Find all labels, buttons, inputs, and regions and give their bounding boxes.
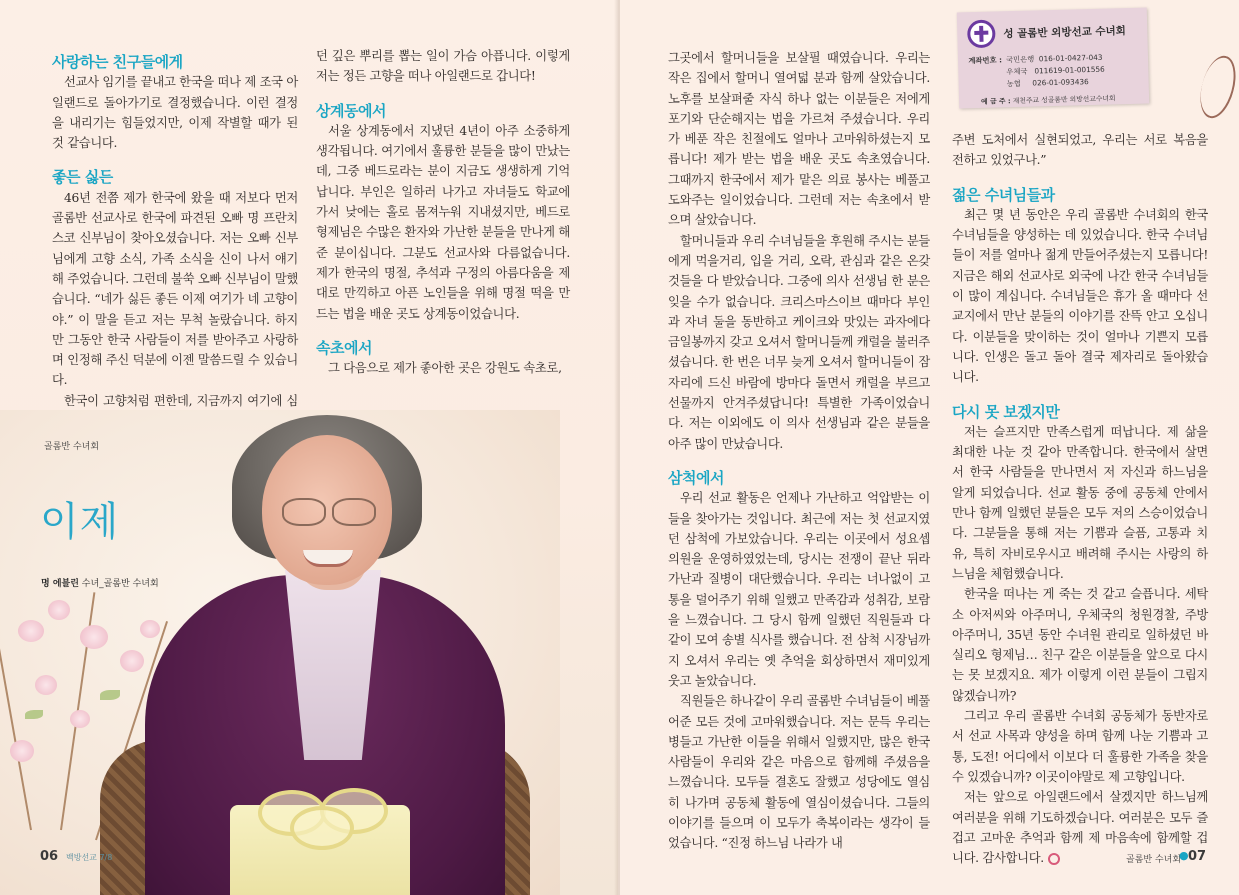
page-number: 07	[1188, 849, 1207, 864]
paragraph: 46년 전쯤 제가 한국에 왔을 때 저보다 먼저 골롬반 선교사로 한국에 파견된 오빠 명 프란치스코 신부님이 찾아오셨습니다. 저는 오빠 신부님에게 고향 소식, 가족 소식을 신이 나서 얘기해 주었습니다. 그런데 불쑥 오빠 신부님이 말했습니다. “네가 싫든 좋든 이제 여기가 네 고향이야.” 이 말을 듣고 저는 무척 놀랐습니다. 하지만 그동안 한국 사람들이 저를 받아주고 사랑하며 인정해 주신 덕분에 이젠 말씀드릴 수 있습니다.	[52, 190, 298, 388]
right-page	[620, 0, 1239, 895]
paragraph: 할머니들과 우리 수녀님들을 후원해 주시는 분들에게 먹을거리, 입을 거리, 오락, 관심과 같은 온갖 것들을 다 받았습니다. 그중에 의사 선생님 한 분은 잊을 수가 없습니다. 크리스마스이브 때마다 부인과 자녀 둘을 동반하고 케이크와 맛있는 과자에다 금일봉까지 갖고 오셔서 할머니들께 캐럴을 불러주셨습니다. 한 번은 너무 늦게 오셔서 할머니들이 잠자리에 드신 바람에 방마다 돌면서 캐럴을 부르고 선물까지 안겨주셨답니다! 특별한 가족이었습니다. 저는 이외에도 이 의사 선생님과 같은 분들을 아주 많이 만났습니다.	[668, 233, 930, 451]
author-affiliation: 수녀_골롬반 수녀회	[78, 579, 159, 589]
section-heading: 사랑하는 친구들에게	[52, 53, 183, 71]
author-name: 명 에블린	[41, 579, 79, 589]
paragraph: 그곳에서 할머니들을 보살필 때였습니다. 우리는 작은 집에서 할머니 열여덟 분과 함께 살았습니다. 노후를 보살펴줄 자식 하나 없는 이분들은 저에게 포기와 단순해지는 법을 가르쳐 주셨습니다. 우리가 베푼 작은 친절에도 얼마나 고마워하셨는지 모릅니다! 제가 받는 법을 배운 곳도 속초였습니다. 그때까지 한국에서 제가 맡은 의료 봉사는 베풀고 도와주는 일이었습니다. 그런데 저는 속초에서 받으며 살았습니다.	[668, 51, 930, 228]
section-heading: 다시 못 보겠지만	[952, 402, 1060, 421]
page-number: 06	[40, 849, 59, 864]
paragraph: 저는 슬프지만 만족스럽게 떠납니다. 제 삶을 최대한 나눈 것 같아 만족합니다. 한국에서 살면서 한국 사람들을 만나면서 저 자신과 하느님을 알게 되었습니다. 선교 활동 중에 공동체 안에서 만나 함께 일했던 분들은 모두 저의 스승이었습니다. 그분들을 통해 저는 기쁨과 슬픔, 고통과 치유, 특히 자비로우시고 배려해 주시는 사랑의 하느님을 체험했습니다.	[952, 424, 1208, 581]
section-label: 골롬반 수녀회	[1126, 855, 1182, 865]
paragraph: 직원들은 하나같이 우리 골롬반 수녀님들이 베풀어준 모든 것에 고마워했습니다. 저는 문득 우리는 병들고 가난한 이들을 위해서 일했지만, 많은 한국 사람들이 우리와 같은 마음으로 함께해 주셨음을 느꼈습니다. 모두들 결혼도 잘했고 성당에도 열심히 나가며 공동체 활동에 열심이셨습니다. 그들의 이야기를 들으며 이 모두가 축복이라는 생각이 들었습니다. “진정 하느님 나라가 내	[668, 694, 930, 851]
left-page	[0, 0, 618, 895]
section-heading: 삼척에서	[668, 468, 724, 487]
left-column-2	[316, 46, 570, 378]
section-heading: 속초에서	[316, 338, 372, 357]
paragraph: 그리고 우리 골롬반 수녀회 공동체가 동반자로서 선교 사목과 양성을 하며 함께 나눈 기쁨과 고통, 도전! 어디에서 이보다 더 훌륭한 가족을 찾을 수 있겠습니까? 이곳이야말로 제 고향입니다.	[952, 709, 1208, 784]
account-row: 계좌번호 : 국민은행 016-01-0427-043	[968, 52, 1103, 66]
paper-clip-icon	[1194, 52, 1239, 122]
end-mark-icon	[1048, 853, 1060, 865]
paragraph: 최근 몇 년 동안은 우리 골롬반 수녀회의 한국 수녀님들을 양성하는 데 있었습니다. 한국 수녀님들이 저를 얼마나 젊게 만들어주셨는지 모릅니다! 지금은 해외 선교사로 외국에 나간 한국 수녀님들이 많이 계십니다. 수녀님들은 휴가 올 때마다 선교지에서 만난 분들의 이야기를 잔뜩 안고 오십니다. 이분들을 맞이하는 것이 얼마나 기쁜지 모릅니다. 인생은 돌고 돌아 결국 제자리로 돌아왔습니다.	[952, 207, 1208, 385]
section-heading: 젊은 수녀님들과	[952, 185, 1055, 204]
paragraph: 서울 상계동에서 지냈던 4년이 아주 소중하게 생각됩니다. 여기에서 훌륭한 분들을 많이 만났는데, 그중 베드로라는 분이 지금도 생생하게 기억납니다. 부인은 일하러 나가고 자녀들도 학교에 가서 낮에는 홀로 몸져누워 지내셨지만, 베드로 형제님은 수많은 환자와 가난한 분들을 만나게 해 준 분이십니다. 그분도 선교사와 다름없습니다. 제가 한국의 명절, 추석과 구정의 아름다움을 제대로 만끽하고 아픈 노인들을 위해 명절 떡을 만드는 법을 배운 곳도 상계동이었습니다.	[316, 123, 570, 321]
account-row: 농협 026-01-093436	[1006, 77, 1089, 89]
right-column-1	[668, 48, 930, 854]
paragraph: 그 다음으로 제가 좋아한 곳은 강원도 속초로,	[328, 361, 562, 376]
paragraph: 한국을 떠나는 게 죽는 것 같고 슬픕니다. 세탁소 아저씨와 아주머니, 우체국의 청원경찰, 주방 아주머니, 35년 동안 수녀원 관리로 일하셨던 바실리오 형제님… 친구 같은 이분들을 앞으로 다시는 못 보겠지요. 제가 이렇게 이런 분들이 그립지 않겠습니까?	[952, 587, 1208, 703]
section-heading: 좋든 싫든	[52, 168, 113, 187]
portrait-photo	[0, 410, 560, 895]
paragraph: 한국이 고향처럼 편한데, 지금까지 여기에 심	[64, 393, 298, 408]
section-heading: 상계동에서	[316, 101, 386, 120]
account-row: 우체국 011619-01-001556	[1006, 64, 1105, 77]
account-holder: 예 금 주 : 재천주교 성골롬반 외방선교수녀회	[981, 94, 1116, 106]
donation-card	[957, 8, 1149, 109]
paragraph: 우리 선교 활동은 언제나 가난하고 억압받는 이들을 찾아가는 것입니다. 최근에 저는 첫 선교지였던 삼척에 가보았습니다. 우리는 이곳에서 성요셉 의원을 운영하였었는데, 당시는 전쟁이 끝난 뒤라 가난과 질병이 대단했습니다. 우리는 너나없이 고통을 덜어주기 위해 일했고 만족감과 성취감, 보람을 느꼈습니다. 그 당시 함께 일했던 직원들과 다 같이 모여 송별 식사를 했습니다. 전 삼척 시장님까지 오셔서 우리는 옛 추억을 회상하면서 재미있게 웃고 놀았습니다.	[668, 491, 930, 688]
closing-text: 저는 앞으로 아일랜드에서 살겠지만 하느님께 여러분을 위해 기도하겠습니다. 여러분은 모두 즐겁고 고마운 추억과 함께 제 마음속에 함께할 겁니다. 감사합니다.	[952, 790, 1208, 866]
right-column-2	[952, 130, 1208, 868]
article-title: 이제	[40, 499, 120, 545]
folio-dot: ●	[1179, 849, 1189, 862]
author-byline	[41, 576, 159, 589]
paragraph: 선교사 임기를 끝내고 한국을 떠나 제 조국 아일랜드로 돌아가기로 결정했습니다. 이런 결정을 내리기는 힘들었지만, 이제 작별할 때가 된 것 같습니다.	[52, 75, 298, 151]
left-column-1	[52, 52, 298, 431]
magazine-name: 백방선교 7/8	[66, 853, 113, 862]
paragraph: 던 깊은 뿌리를 뽑는 일이 가슴 아픕니다. 이렇게 저는 정든 고향을 떠나 아일랜드로 갑니다!	[316, 49, 570, 84]
section-label: 골롬반 수녀회	[44, 442, 100, 452]
card-title: 성 골롬반 외방선교 수녀회	[1003, 25, 1127, 41]
paragraph: 주변 도처에서 실현되었고, 우리는 서로 복음을 전하고 있었구나.”	[952, 133, 1208, 168]
columban-cross-logo-icon	[967, 20, 996, 49]
